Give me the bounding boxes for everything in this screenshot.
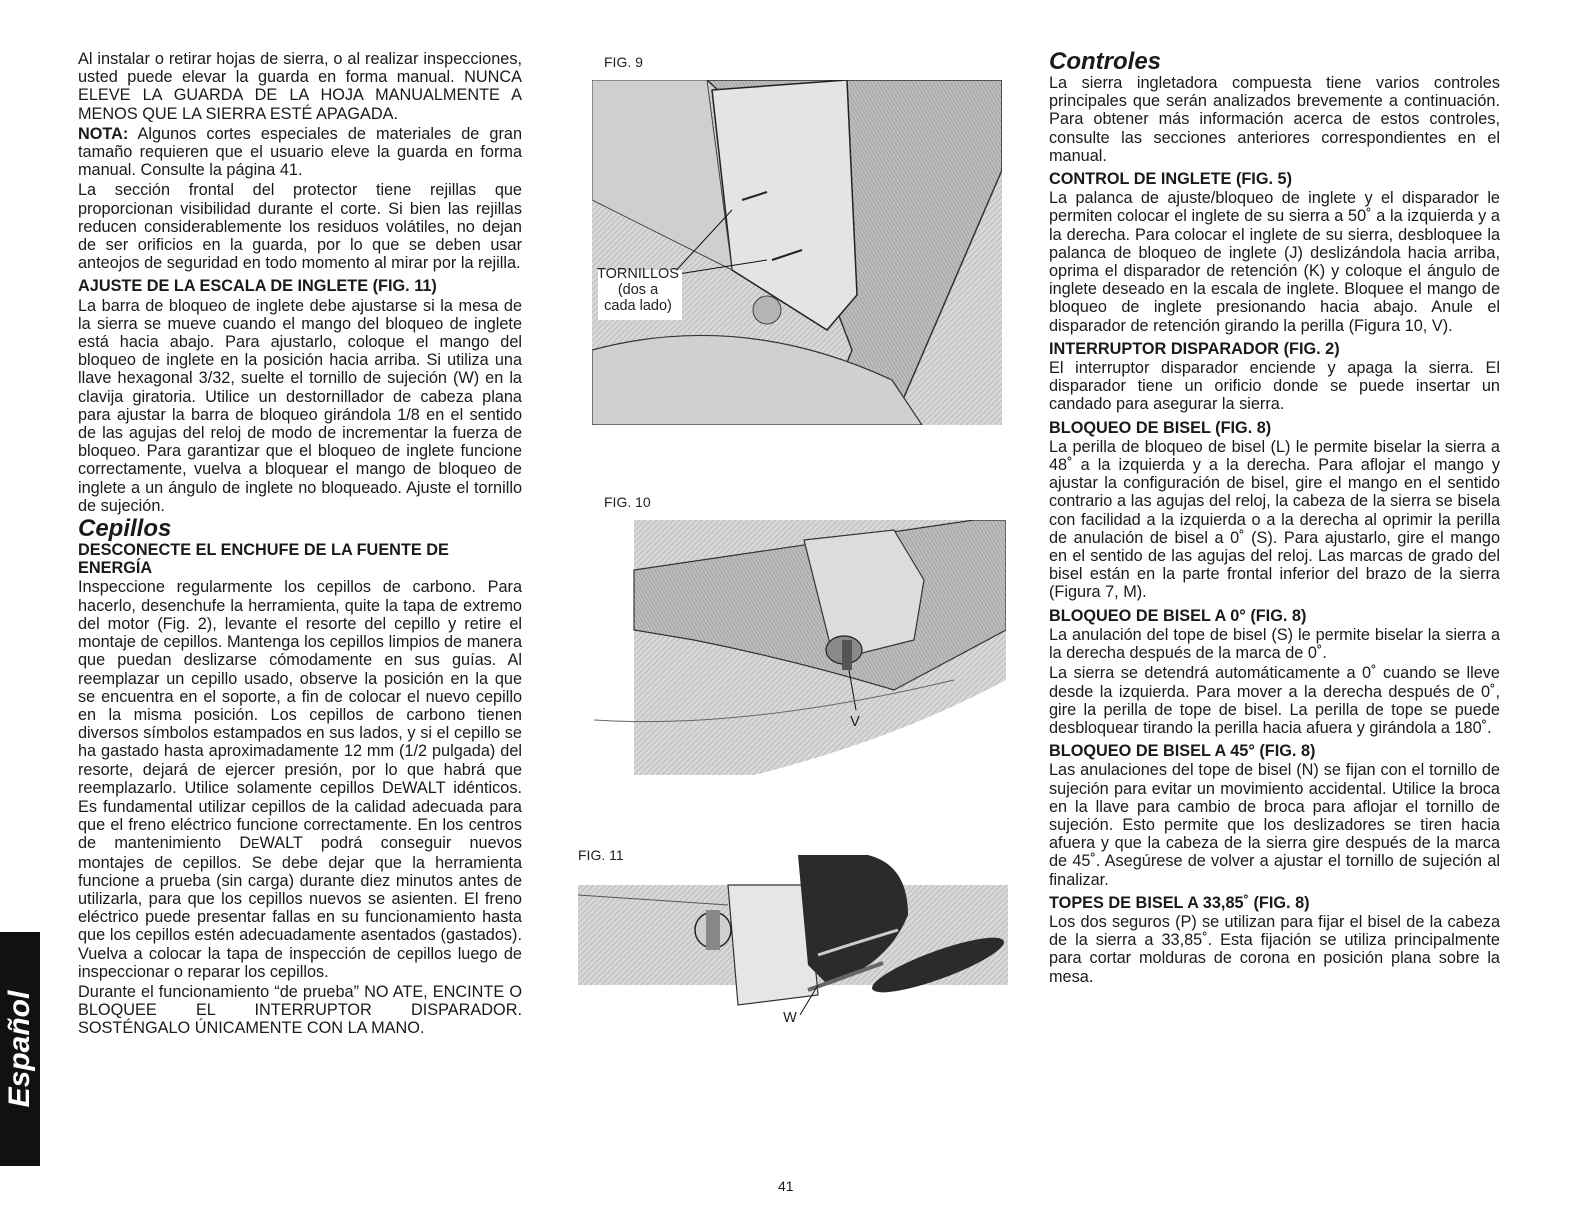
fig10-callout-v: V xyxy=(850,714,860,730)
heading-cepillos: Cepillos xyxy=(78,515,172,543)
paragraph-bloqueo-bisel: La perilla de bloqueo de bisel (L) le permite biselar la sierra a 48˚ a la izquierda y a la derecha. Para aflojar el mango y ajustar la configuración de bisel, gire el mango en el sentido contrario a las agujas del reloj, la cabeza de la sierra se bisela con facilidad a la izquierda o a la derecha al oprimir la perilla de anulación de bisel a 0˚ (S). Para ajustarlo, gire el mango en el sentido de las agujas del reloj. Las marcas de grado del bisel están en la parte frontal inferior del brazo de la sierra (Figura 7, M). xyxy=(1049,437,1500,602)
fig10-label: FIG. 10 xyxy=(604,494,651,510)
paragraph-bisel-0a: La anulación del tope de bisel (S) le permite biselar la sierra a la derecha después de la marca de 0˚. xyxy=(1049,625,1500,663)
heading-bisel-0: BLOQUEO DE BISEL A 0° (FIG. 8) xyxy=(1049,606,1307,625)
fig11-callout-w: W xyxy=(783,1010,797,1026)
paragraph-bisel-45: Las anulaciones del tope de bisel (N) se fijan con el tornillo de sujeción para evitar un movimiento accidental. Utilice la broca en la llave para cambio de broca para aflojar el tornillo de sujeción. Esto permite que los deslizadores se tiren hacia afuera y que la cabeza de la sierra gire después de la marca de 45˚. Asegúrese de volver a ajustar el tornillo de sujeción al finalizar. xyxy=(1049,761,1500,889)
fig11-label: FIG. 11 xyxy=(578,847,624,863)
paragraph-ajuste: La barra de bloqueo de inglete debe ajustarse si la mesa de la sierra se mueve cuando el mango del bloqueo de inglete está hacia abajo. Para ajustarlo, coloque el mango del bloqueo de inglete en la posición hacia arriba. Si utiliza una llave hexagonal 3/32, suelte el tornillo de sujeción (W) en la clavija giratoria. Utilice un destornillador de cabeza plana para ajustar la barra de bloqueo girándola 1/8 en el sentido de las agujas del reloj de modo de incrementar la fuerza de bloqueo. Para garantizar que el bloqueo de inglete funcione correctamente, vuelva a bloquear el mango de bloqueo de inglete a un ángulo de inglete no bloqueado. Ajuste el tornillo de sujeción. xyxy=(78,296,522,515)
callout-cada-lado: cada lado) xyxy=(604,298,672,314)
fig9-callout xyxy=(588,266,688,314)
paragraph-cepillos xyxy=(78,578,522,980)
callout-tornillos: TORNILLOS xyxy=(597,266,679,282)
brand-dewalt-1: DEWALT xyxy=(382,778,446,797)
paragraph-prueba: Durante el funcionamiento “de prueba” NO ATE, ENCINTE O BLOQUEE EL INTERRUPTOR DISPARADOR. SOSTÉNGALO ÚNICAMENTE CON LA MANO. xyxy=(78,982,522,1038)
nota-text: Algunos cortes especiales de materiales de gran tamaño requieren que el usuario eleve la guarda en forma manual. Consulte la página 41. xyxy=(78,124,522,180)
fig9-illustration xyxy=(592,80,1002,425)
cepillos-text-2: idénticos. Es fundamental utilizar cepillos de la calidad adecuada para que el freno eléctrico funcione correctamente. En los centros de mantenimiento xyxy=(78,778,522,853)
callout-dos-a: (dos a xyxy=(617,282,659,298)
heading-interruptor: INTERRUPTOR DISPARADOR (FIG. 2) xyxy=(1049,339,1340,358)
page-number: 41 xyxy=(778,1178,794,1194)
paragraph-topes-bisel: Los dos seguros (P) se utilizan para fijar el bisel de la cabeza de la sierra a 33,85˚. Esta fijación se utiliza principalmente para cortar molduras de corona en posición plana sobre la mesa. xyxy=(1049,912,1500,986)
language-tab-label: Español xyxy=(3,990,36,1108)
nota-label: NOTA: xyxy=(78,124,129,143)
heading-topes-bisel: TOPES DE BISEL A 33,85˚ (FIG. 8) xyxy=(1049,893,1310,912)
left-column xyxy=(78,50,522,1040)
fig11-illustration xyxy=(578,855,1008,1015)
heading-ajuste-escala: AJUSTE DE LA ESCALA DE INGLETE (FIG. 11) xyxy=(78,277,437,296)
paragraph-nota xyxy=(78,125,522,180)
paragraph-rejillas: La sección frontal del protector tiene rejillas que proporcionan visibilidad durante el corte. Si bien las rejillas reducen considerablemente los residuos volátiles, no dejan de ser orificios en la guarda, por lo que se deben usar anteojos de seguridad en todo momento al mirar por la rejilla. xyxy=(78,181,522,273)
heading-controles: Controles xyxy=(1049,48,1162,75)
heading-desconecte: DESCONECTE EL ENCHUFE DE LA FUENTE DE ENERGÍA xyxy=(78,541,449,578)
language-tab xyxy=(0,932,40,1166)
heading-control-inglete: CONTROL DE INGLETE (FIG. 5) xyxy=(1049,170,1293,189)
paragraph-controles: La sierra ingletadora compuesta tiene varios controles principales que serán analizados brevemente a continuación. Para obtener más información acerca de estos controles, consulte las secciones anteriores correspondientes en el manual. xyxy=(1049,74,1500,165)
right-column xyxy=(1049,50,1500,988)
paragraph-guard: Al instalar o retirar hojas de sierra, o al realizar inspecciones, usted puede elevar la guarda en forma manual. NUNCA ELEVE LA GUARDA DE LA HOJA MANUALMENTE A MENOS QUE LA SIERRA ESTÉ APAGADA. xyxy=(78,50,522,123)
fig10-illustration xyxy=(594,520,1006,775)
paragraph-control-inglete: La palanca de ajuste/bloqueo de inglete y el disparador le permiten colocar el inglete de su sierra a 50˚ a la izquierda y a la derecha. Para colocar el inglete de su sierra, desbloquee la palanca de bloqueo de inglete (J) deslizándola hacia arriba, oprima el disparador de retención (K) y coloque el ángulo de inglete deseado en la escala de inglete. Bloquee el mango de bloqueo de inglete presionando hacia abajo. Anule el disparador de retención girando la perilla (Figura 10, V). xyxy=(1049,189,1500,335)
cepillos-text-1: Inspeccione regularmente los cepillos de carbono. Para hacerlo, desenchufe la herramienta, quite la tapa de extremo del motor (Fig. 2), levante el resorte del cepillo y retire el montaje de cepillos. Mantenga los cepillos limpios de manera que puedan deslizarse cómodamente en sus guías. Al reemplazar un cepillo usado, observe la posición en la que se encuentra en el soporte, a fin de colocar el nuevo cepillo en la misma posición. Los cepillos de carbono tienen diversos símbolos estampados en sus lados, y si el cepillo se ha gastado hasta aproximadamente 12 mm (1/2 pulgada) del resorte, dejará de ejercer presión, por lo que habrá que reemplazarlo. Utilice solamente cepillos xyxy=(78,578,522,797)
brand-dewalt-2: DEWALT xyxy=(239,834,303,853)
heading-bloqueo-bisel: BLOQUEO DE BISEL (FIG. 8) xyxy=(1049,418,1272,437)
paragraph-interruptor: El interruptor disparador enciende y apaga la sierra. El disparador tiene un orificio donde se puede insertar un candado para asegurar la sierra. xyxy=(1049,359,1500,414)
heading-bisel-45: BLOQUEO DE BISEL A 45° (FIG. 8) xyxy=(1049,742,1316,761)
paragraph-bisel-0b: La sierra se detendrá automáticamente a 0˚ cuando se lleve desde la izquierda. Para mover a la derecha después de 0˚, gire la perilla de tope de bisel. La perilla de tope se puede desbloquear tirando la perilla hacia afuera y girándola a 180˚. xyxy=(1049,664,1500,737)
fig9-label: FIG. 9 xyxy=(604,54,643,70)
cepillos-text-3: podrá conseguir nuevos montajes de cepillos. Se debe dejar que la herramienta funcione a prueba (sin carga) durante diez minutos antes de utilizarla, para que los cepillos nuevos se asienten. El freno eléctrico puede presentar fallas en su funcionamiento hasta que los cepillos estén adecuadamente asentados (gastados). Vuelva a colocar la tapa de inspección de cepillos luego de inspeccionar o reparar los cepillos. xyxy=(78,834,523,981)
